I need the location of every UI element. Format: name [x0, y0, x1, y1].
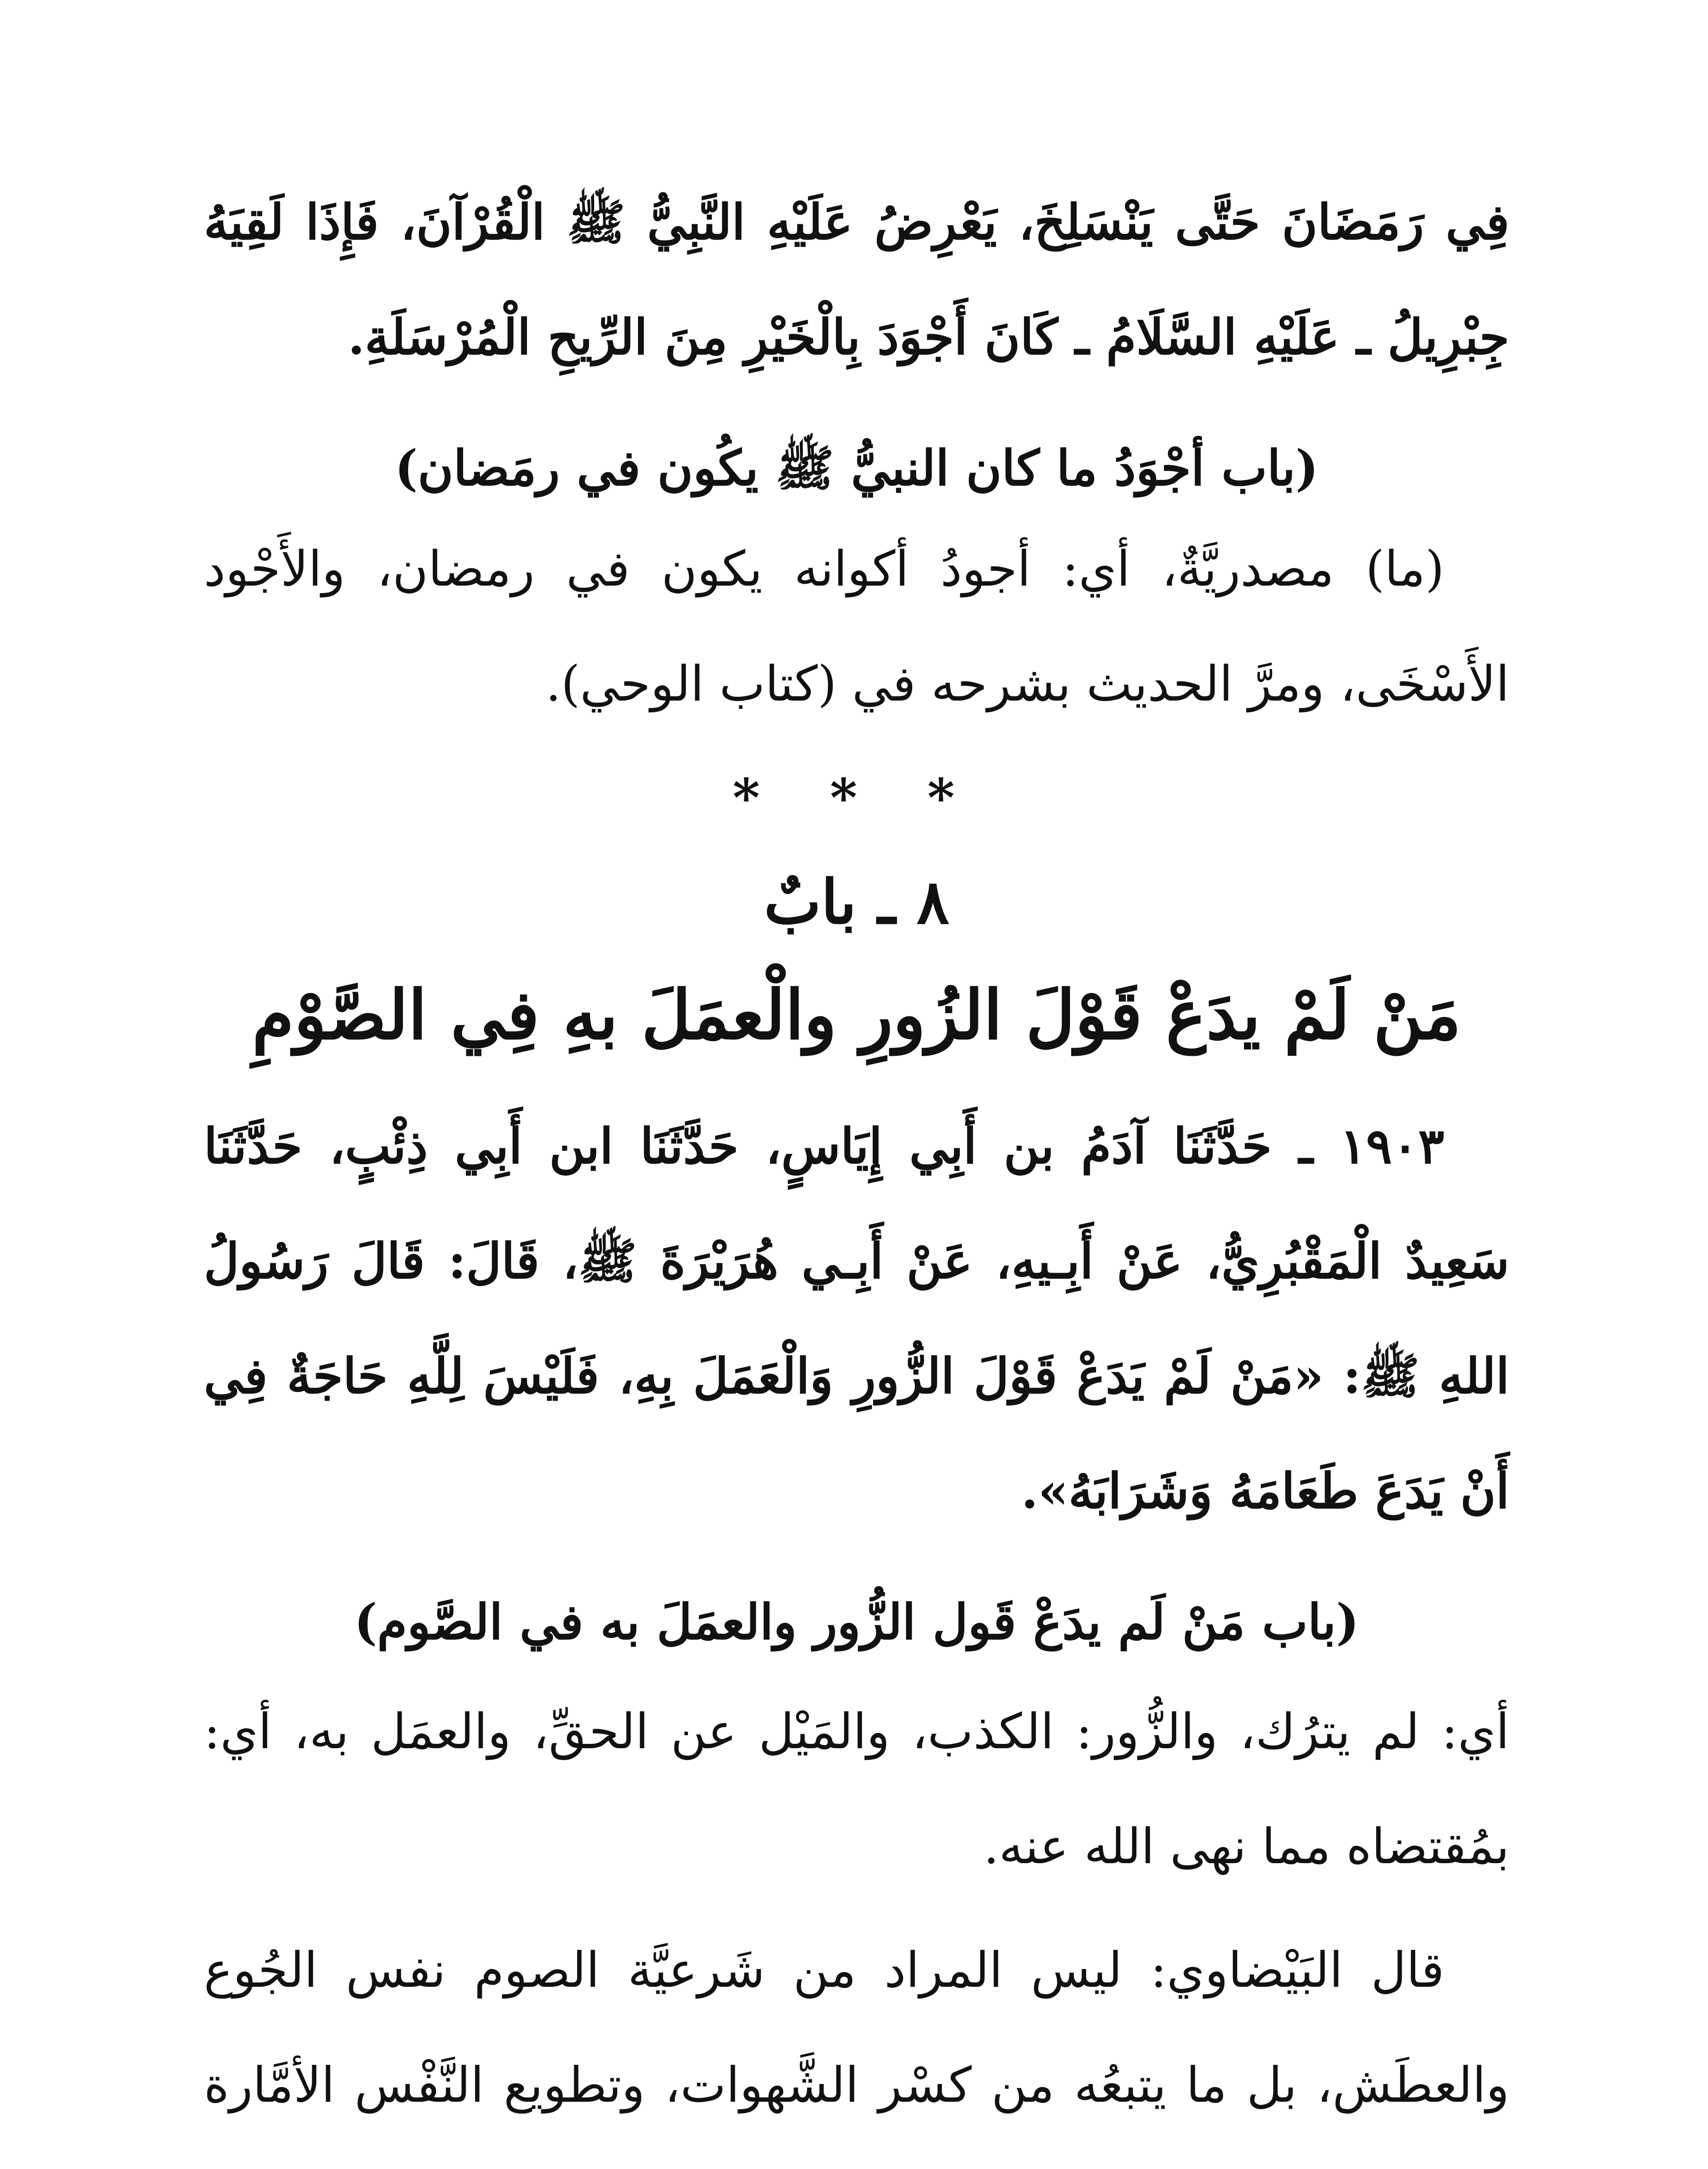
hadith-text: ١٩٠٣ ـ حَدَّثَنَا آدَمُ بن أَبِي إِيَاسٍ، حَدَّثَنَا ابن أَبِي ذِئْبٍ، حَدَّثَنَا سَعِيدٌ الْمَقْبُرِيُّ، عَنْ أَبِـيهِ، عَنْ أَبِـي هُرَيْرَةَ ﷺ، قَالَ: قَالَ رَسُولُ اللهِ ﷺ: «مَنْ لَمْ يَدَعْ قَوْلَ الزُّورِ وَالْعَمَلَ بِهِ، فَلَيْسَ لِلَّهِ حَاجَةٌ فِي أَنْ يَدَعَ طَعَامَهُ وَشَرَابَهُ». [204, 1118, 1509, 1520]
commentary-heading-2: (باب مَنْ لَم يدَعْ قَول الزُّور والعمَلَ به في الصَّوم) [354, 1594, 1359, 1651]
book-page [204, 165, 1509, 2169]
commentary-heading-1: (باب أجْوَدُ ما كان النبيُّ ﷺ يكُون في رمَضان) [395, 440, 1319, 497]
chapter-title: مَنْ لَمْ يدَعْ قَوْلَ الزُورِ والْعمَلَ بهِ فِي الصَّوْمِ [252, 975, 1461, 1055]
chapter-number: ٨ ـ بابٌ [764, 867, 949, 938]
section-separator: * * * [733, 767, 981, 829]
commentary-text-2: أي: لم يترُك، والزُّور: الكذب، والمَيْل عن الحقِّ، والعمَل به، أي: بمُقتضاه مما نهى الله عنه. [204, 1704, 1509, 1875]
hadith-continuation-text: فِي رَمَضَانَ حَتَّى يَنْسَلِخَ، يَعْرِضُ عَلَيْهِ النَّبِيُّ ﷺ الْقُرْآنَ، فَإِذَا لَقِيَهُ جِبْرِيلُ ـ عَلَيْهِ السَّلَامُ ـ كَانَ أَجْوَدَ بِالْخَيْرِ مِنَ الرِّيحِ الْمُرْسَلَةِ. [204, 194, 1509, 366]
commentary-text-3: قال البَيْضاوي: ليس المراد من شَرعيَّة الصوم نفس الجُوع والعطَش، بل ما يتبعُه من كسْر الشَّهوات، وتطويع النَّفْس الأمَّارة [204, 1942, 1510, 2113]
commentary-text-1: (ما) مصدريَّةٌ، أي: أجودُ أكوانه يكون في رمضان، والأَجْود الأَسْخَى، ومرَّ الحديث بشرحه في (كتاب الوحي). [204, 541, 1509, 712]
